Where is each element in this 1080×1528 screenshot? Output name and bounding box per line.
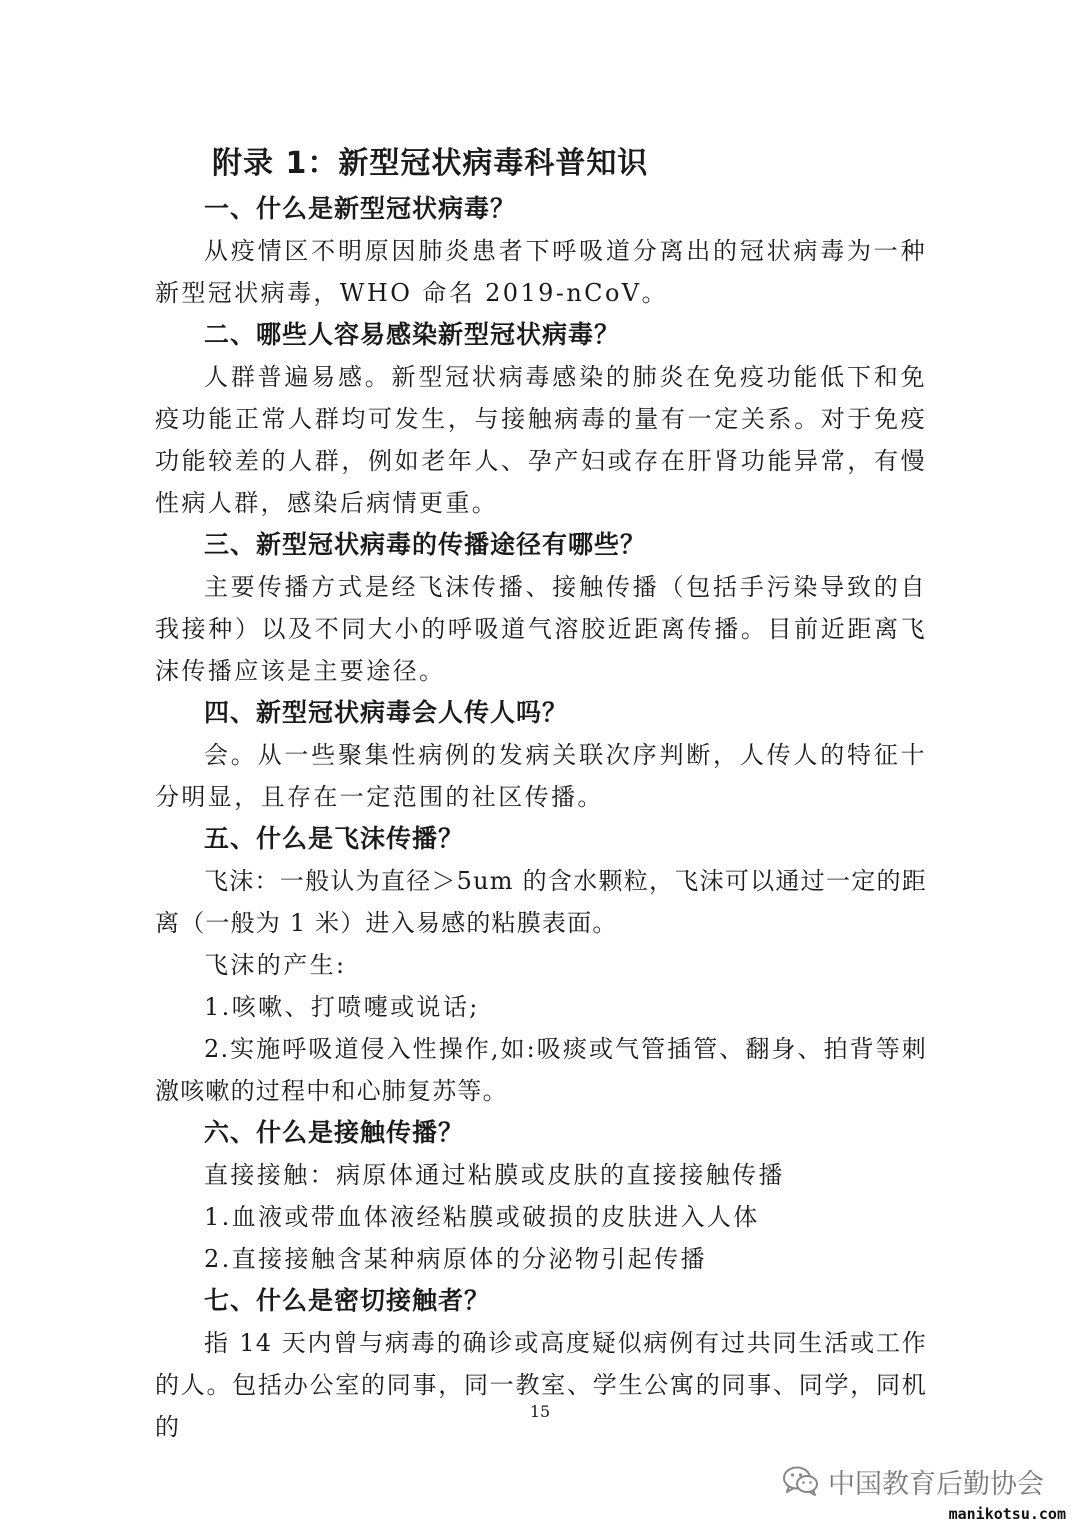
- section-heading: 五、什么是飞沫传播？: [204, 824, 465, 853]
- paragraph: 会。从一些聚集性病例的发病关联次序判断，人传人的特征十分明显，且存在一定范围的社区传播。: [155, 741, 927, 811]
- document-title: 附录 1：新型冠状病毒科普知识: [212, 146, 649, 181]
- page-number: 15: [529, 1402, 551, 1421]
- site-watermark: manikotsu.com: [945, 1504, 1070, 1524]
- list-item: 2.直接接触含某种病原体的分泌物引起传播: [204, 1245, 707, 1273]
- section-heading: 七、什么是密切接触者？: [204, 1286, 491, 1315]
- section-heading: 六、什么是接触传播？: [204, 1118, 465, 1147]
- paragraph: 人群普遍易感。新型冠状病毒感染的肺炎在免疫功能低下和免疫功能正常人群均可发生，与接触病毒的量有一定关系。对于免疫功能较差的人群，例如老年人、孕产妇或存在肝肾功能异常，有慢性病人群，感染后病情更重。: [155, 363, 927, 517]
- watermark-text: 中国教育后勤协会: [828, 1468, 1044, 1500]
- list-item: 1.咳嗽、打喷嚏或说话;: [204, 993, 480, 1021]
- section-heading: 四、新型冠状病毒会人传人吗？: [204, 698, 569, 727]
- paragraph: 飞沫的产生:: [204, 951, 347, 979]
- document-body: [155, 188, 927, 1448]
- paragraph: 直接接触：病原体通过粘膜或皮肤的直接接触传播: [204, 1161, 785, 1189]
- paragraph: 主要传播方式是经飞沫传播、接触传播（包括手污染导致的自我接种）以及不同大小的呼吸道气溶胶近距离传播。目前近距离飞沫传播应该是主要途径。: [155, 573, 927, 685]
- section-heading: 二、哪些人容易感染新型冠状病毒？: [204, 320, 621, 349]
- wechat-icon: [782, 1465, 820, 1497]
- watermark: [782, 1463, 1044, 1499]
- paragraph: 飞沫：一般认为直径＞5um 的含水颗粒，飞沫可以通过一定的距离（一般为 1 米）进入易感的粘膜表面。: [155, 867, 927, 937]
- section-heading: 一、什么是新型冠状病毒？: [204, 194, 517, 223]
- list-item: 1.血液或带血体液经粘膜或破损的皮肤进入人体: [204, 1203, 760, 1231]
- paragraph: 指 14 天内曾与病毒的确诊或高度疑似病例有过共同生活或工作的人。包括办公室的同事，同一教室、学生公寓的同事、同学，同机的: [155, 1329, 927, 1441]
- section-heading: 三、新型冠状病毒的传播途径有哪些？: [204, 530, 647, 559]
- list-item: 2.实施呼吸道侵入性操作,如:吸痰或气管插管、翻身、拍背等刺激咳嗽的过程中和心肺复苏等。: [155, 1035, 927, 1105]
- paragraph: 从疫情区不明原因肺炎患者下呼吸道分离出的冠状病毒为一种新型冠状病毒，WHO 命名 2019-nCoV。: [155, 237, 927, 307]
